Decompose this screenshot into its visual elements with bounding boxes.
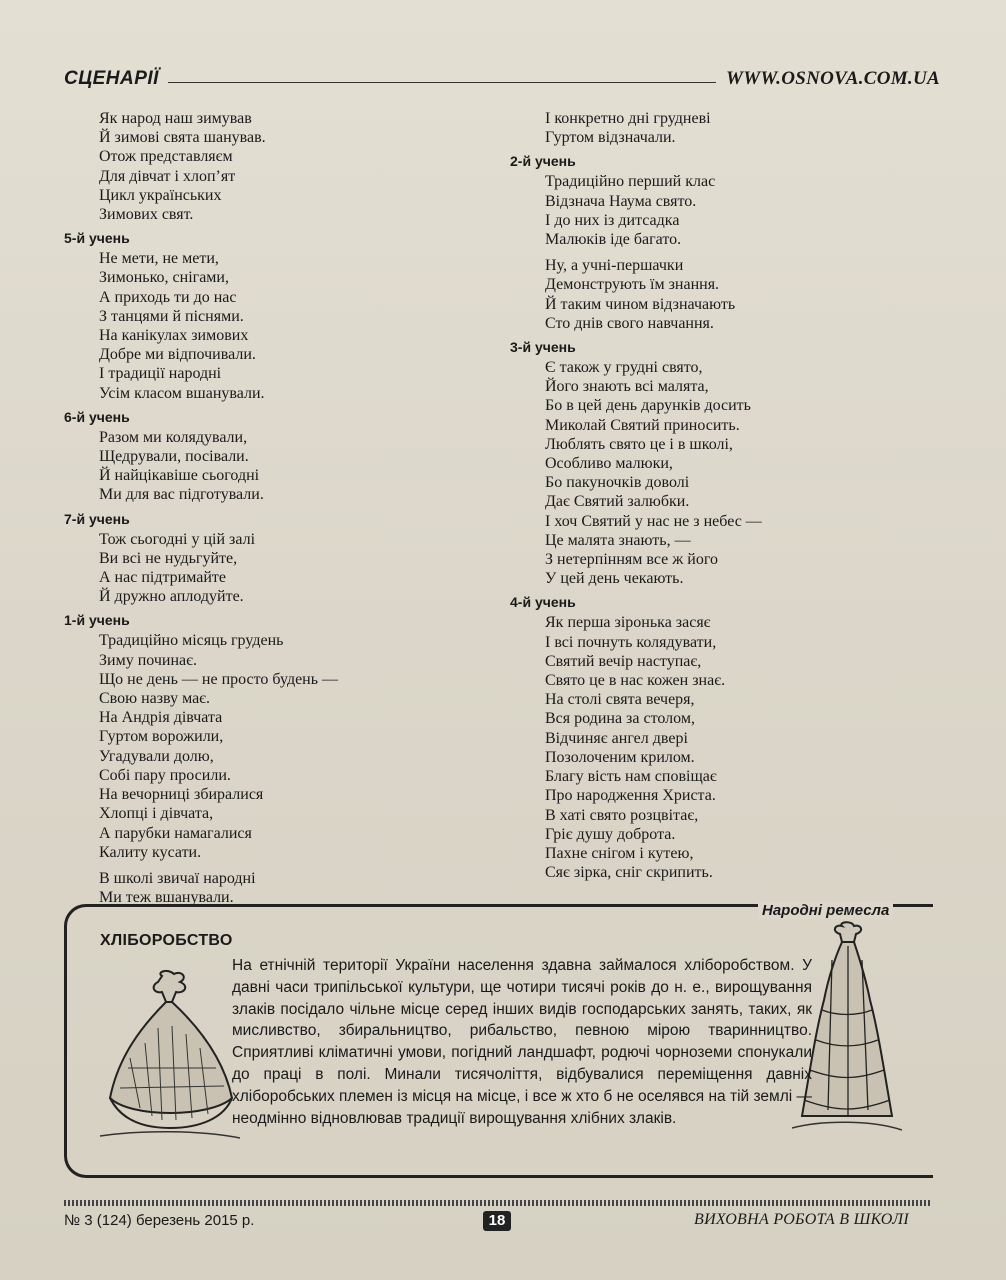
verse-line: І до них із дитсадка (545, 211, 680, 229)
verse-line: З танцями й піснями. (99, 307, 244, 325)
verse-line: На вечорниці збиралися (99, 786, 264, 804)
verse-lines (64, 428, 484, 505)
header-rule (168, 82, 716, 83)
verse-lines (510, 172, 930, 333)
speaker-label: 2-й учень (510, 153, 576, 170)
verse-line: В школі звичаї народні (99, 869, 256, 887)
verse-block (510, 593, 930, 882)
verse-line: На Андрія дівчата (99, 709, 223, 727)
verse-lines (64, 109, 484, 224)
speaker-label: 1-й учень (64, 612, 130, 629)
verse-line: Не мети, не мети, (99, 250, 219, 268)
verse-line: Зиму починає. (99, 651, 197, 669)
verse-line: Свято це в нас кожен знає. (545, 672, 726, 690)
verse-lines (510, 358, 930, 588)
verse-line: Собі пару просили. (99, 766, 231, 784)
verse-line: Зимових свят. (99, 206, 194, 224)
verse-line: Традиційно місяць грудень (99, 632, 284, 650)
verse-line: А нас підтримайте (99, 569, 226, 587)
verse-line: Разом ми колядували, (99, 428, 248, 446)
verse-line: Що не день — не просто будень — (99, 670, 339, 688)
verse-line: Люблять свято це і в школі, (545, 435, 733, 453)
verse-line: Бо пакуночків доволі (545, 474, 690, 492)
verse-line: Зимонько, снігами, (99, 269, 229, 287)
verse-line: А парубки намагалися (99, 824, 252, 842)
verse-line: Угадували долю, (99, 747, 214, 765)
verse-line: Свою назву має. (99, 690, 211, 708)
speaker-label: 7-й учень (64, 510, 130, 527)
verse-line: Є також у грудні свято, (545, 359, 703, 377)
verse-line: Й таким чином відзначають (545, 295, 736, 313)
verse-line: Сяє зірка, сніг скрипить. (545, 864, 713, 882)
left-column (64, 109, 484, 907)
verse-block (64, 510, 484, 607)
verse-line: Благу вість нам сповіщає (545, 768, 717, 786)
verse-line: З нетерпінням все ж його (545, 551, 719, 569)
verse-line: Гуртом відзначали. (545, 129, 676, 147)
verse-line: В хаті свято розцвітає, (545, 806, 699, 824)
verse-line: Хлопці і дівчата, (99, 805, 214, 823)
verse-line: А приходь ти до нас (99, 288, 237, 306)
verse-line: Щедрували, посівали. (99, 448, 249, 466)
crafts-text: На етнічній території України населення здавна займалося хліборобством. У давні часи трипільської культури, ще чотири тисячі років до н. е., вирощування злаків посідало чільне місце серед інших видів господарських занять, таких, як мисливство, збиральництво, рибальство, певною мірою тваринництво. Сприятливі кліматичні умови, погідний ландшафт, родючі чорноземи спонукали до праці в полі. Минали тисячоліття, відбувалися переміщення давніх хліборобських племен із місця на місце, і все ж хто б не оселявся на тій землі — неодмінно відновлював традиції вирощування хлібних злаків. (232, 957, 812, 1127)
verse-line: Ми теж вшанували. (99, 889, 234, 907)
section-title: СЦЕНАРІЇ (64, 68, 159, 89)
verse-line: Миколай Святий приносить. (545, 416, 740, 434)
verse-line: На канікулах зимових (99, 327, 249, 345)
verse-line: Гріє душу доброта. (545, 825, 676, 843)
verse-line: І хоч Святий у нас не з небес — (545, 512, 762, 530)
speaker-label: 5-й учень (64, 230, 130, 247)
verse-block (64, 408, 484, 505)
verse-line: Позолоченим крилом. (545, 748, 695, 766)
verse-block (64, 229, 484, 403)
verse-line: На столі свята вечеря, (545, 691, 695, 709)
verse-line: Бо в цей день дарунків досить (545, 397, 751, 415)
grain-sack-icon (100, 968, 240, 1146)
verse-line: Гуртом ворожили, (99, 728, 224, 746)
verse-line: Святий вечір наступає, (545, 652, 702, 670)
footer-rule (64, 1200, 932, 1206)
verse-line: Демонструють їм знання. (545, 276, 720, 294)
verse-block (64, 109, 484, 224)
verse-line: Про народження Христа. (545, 787, 716, 805)
verse-line: Особливо малюки, (545, 455, 673, 473)
verse-block (510, 152, 930, 333)
stanza-gap (99, 862, 484, 869)
issue-info: № 3 (124) березень 2015 р. (64, 1212, 255, 1229)
verse-line: Добре ми відпочивали. (99, 346, 256, 364)
verse-line: Його знають всі малята, (545, 378, 709, 396)
speaker-label: 6-й учень (64, 408, 130, 425)
verse-line: Це малята знають, — (545, 531, 691, 549)
verse-line: Малюків іде багато. (545, 231, 682, 249)
verse-line: У цей день чекають. (545, 570, 684, 588)
verse-line: Усім класом вшанували. (99, 384, 265, 402)
verse-line: Отож представляєм (99, 148, 233, 166)
verse-block (510, 109, 930, 147)
speaker-label: 3-й учень (510, 339, 576, 356)
magazine-title: ВИХОВНА РОБОТА В ШКОЛІ (694, 1211, 909, 1228)
verse-line: Й найцікавіше сьогодні (99, 467, 260, 485)
verse-line: Ну, а учні-першачки (545, 257, 684, 275)
verse-line: Цикл українських (99, 186, 222, 204)
verse-line: Й зимові свята шанував. (99, 129, 266, 147)
crafts-title: ХЛІБОРОБСТВО (100, 932, 233, 949)
verse-line: Традиційно перший клас (545, 173, 716, 191)
verse-line: Для дівчат і хлоп’ят (99, 167, 236, 185)
verse-line: Як перша зіронька засяє (545, 614, 711, 632)
verse-block (510, 338, 930, 588)
verse-block (64, 611, 484, 907)
crafts-heading: Народні ремесла (758, 902, 893, 919)
stanza-gap (545, 249, 930, 256)
verse-lines (510, 613, 930, 882)
verse-line: Ви всі не нудьгуйте, (99, 549, 238, 567)
verse-line: І традиції народні (99, 365, 222, 383)
verse-lines (64, 530, 484, 607)
verse-line: Й дружно аплодуйте. (99, 588, 244, 606)
verse-line: Сто днів свого навчання. (545, 314, 714, 332)
verse-line: Ми для вас підготували. (99, 486, 264, 504)
verse-line: І конкретно дні грудневі (545, 110, 711, 127)
verse-lines (510, 109, 930, 147)
verse-line: Відзнача Наума свято. (545, 192, 697, 210)
verse-line: Як народ наш зимував (99, 110, 252, 127)
verse-lines (64, 631, 484, 907)
verse-line: І всі почнуть колядувати, (545, 633, 717, 651)
verse-line: Тож сьогодні у цій залі (99, 530, 256, 548)
verse-line: Калиту кусати. (99, 843, 202, 861)
website-url: WWW.OSNOVA.COM.UA (726, 68, 940, 89)
speaker-label: 4-й учень (510, 594, 576, 611)
verse-line: Відчиняє ангел двері (545, 729, 688, 747)
right-column (510, 109, 930, 882)
verse-line: Дає Святий залюбки. (545, 493, 690, 511)
page-number: 18 (483, 1211, 511, 1231)
verse-line: Вся родина за столом, (545, 710, 695, 728)
verse-line: Пахне снігом і кутею, (545, 844, 694, 862)
verse-lines (64, 249, 484, 403)
